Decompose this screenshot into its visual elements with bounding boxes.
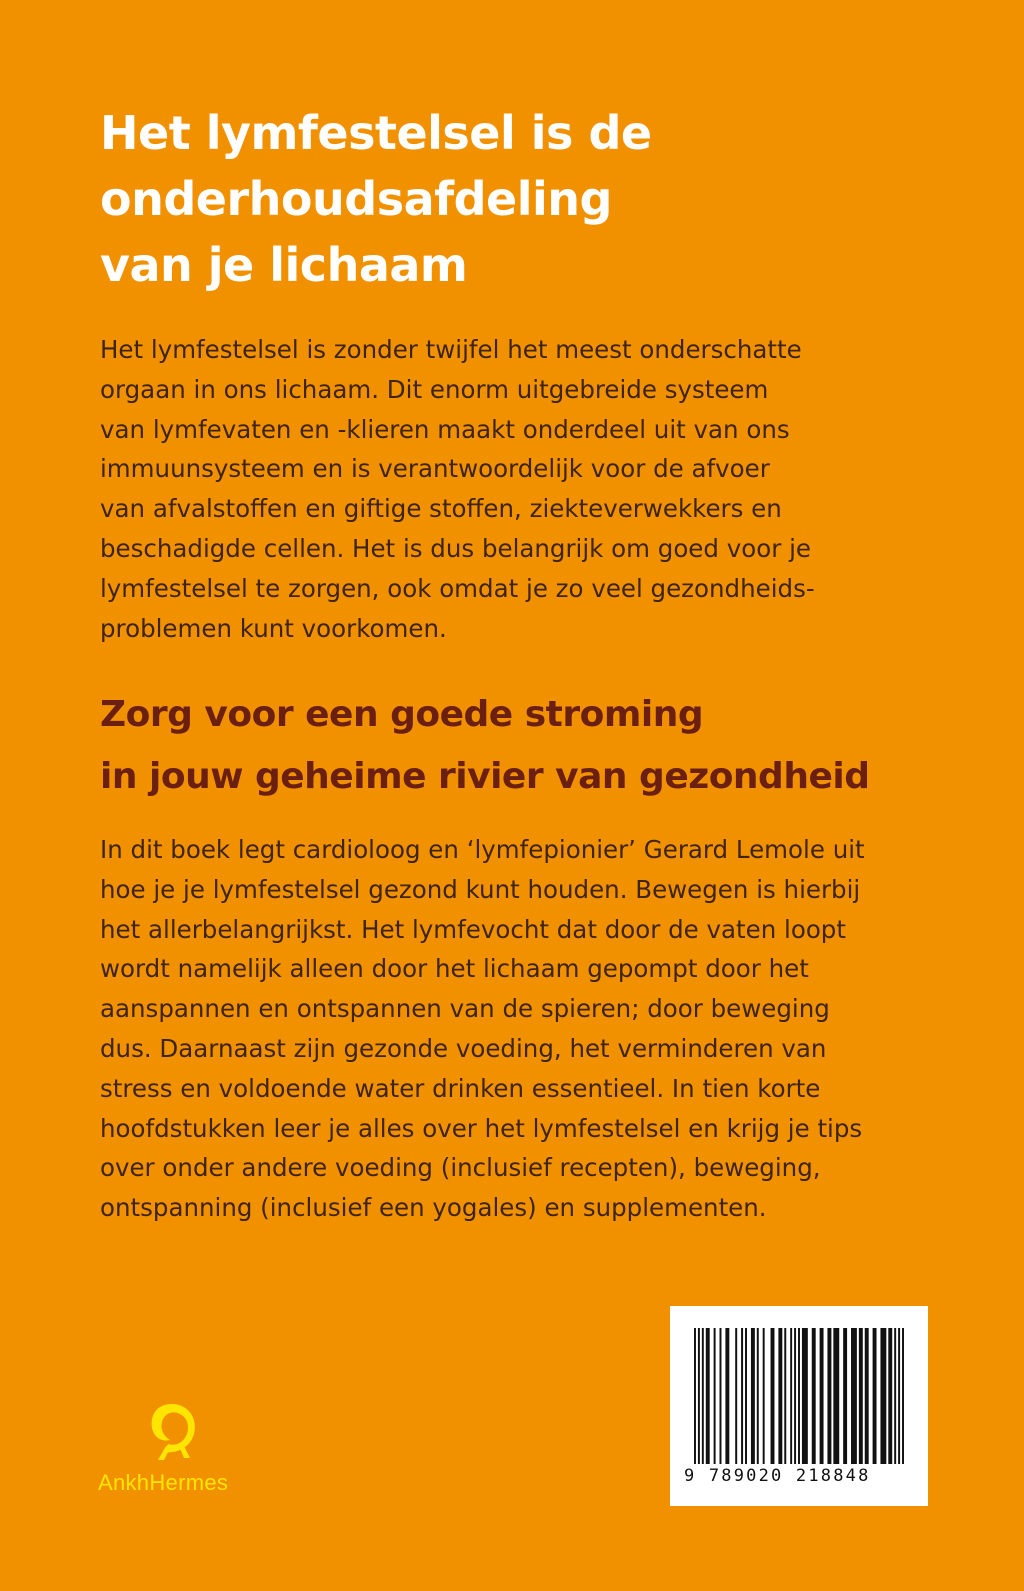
body-line: wordt namelijk alleen door het lichaam gepompt door het [100, 954, 809, 984]
ankhhermes-logo-icon [142, 1400, 202, 1464]
intro-line: problemen kunt voorkomen. [100, 613, 447, 643]
intro-line: van lymfevaten en -klieren maakt onderdeel uit van ons [100, 414, 790, 444]
intro-line: beschadigde cellen. Het is dus belangrijk om goed voor je [100, 533, 811, 563]
body-line: aanspannen en ontspannen van de spieren; door beweging [100, 994, 830, 1024]
body-line: stress en voldoende water drinken essentieel. In tien korte [100, 1073, 821, 1103]
headline-line: van je lichaam [100, 238, 468, 292]
headline-line: Het lymfestelsel is de [100, 106, 652, 160]
body-line: hoofdstukken leer je alles over het lymfestelsel en krijg je tips [100, 1113, 863, 1143]
body-line: hoe je je lymfestelsel gezond kunt houden. Bewegen is hierbij [100, 874, 861, 904]
body-line: In dit boek legt cardioloog en ‘lymfepionier’ Gerard Lemole uit [100, 835, 865, 864]
isbn-barcode [670, 1306, 928, 1506]
subheadline-line: in jouw geheime rivier van gezondheid [100, 756, 870, 797]
headline [100, 100, 920, 298]
publisher-logo [96, 1400, 256, 1500]
intro-line: orgaan in ons lichaam. Dit enorm uitgebreide systeem [100, 374, 769, 404]
headline-line: onderhoudsafdeling [100, 172, 612, 226]
intro-paragraph [100, 330, 930, 648]
intro-line: immuunsysteem en is verantwoordelijk voor de afvoer [100, 454, 770, 484]
intro-line: Het lymfestelsel is zonder twijfel het meest onderschatte [100, 335, 802, 364]
body-line: dus. Daarnaast zijn gezonde voeding, het verminderen van [100, 1033, 827, 1063]
body-line: het allerbelangrijkst. Het lymfevocht dat door de vaten loopt [100, 914, 846, 944]
intro-line: lymfestelsel te zorgen, ook omdat je zo veel gezondheids- [100, 573, 815, 603]
body-paragraph [100, 830, 930, 1228]
intro-line: van afvalstoffen en giftige stoffen, ziekteverwekkers en [100, 494, 782, 524]
isbn-number: 9 789020 218848 [684, 1466, 871, 1486]
publisher-name: AnkhHermes [98, 1470, 229, 1495]
body-line: over onder andere voeding (inclusief recepten), beweging, [100, 1153, 821, 1183]
subheadline-line: Zorg voor een goede stroming [100, 694, 704, 735]
subheadline [100, 684, 960, 808]
body-line: ontspanning (inclusief een yogales) en supplementen. [100, 1193, 767, 1223]
barcode-bars [688, 1328, 910, 1476]
